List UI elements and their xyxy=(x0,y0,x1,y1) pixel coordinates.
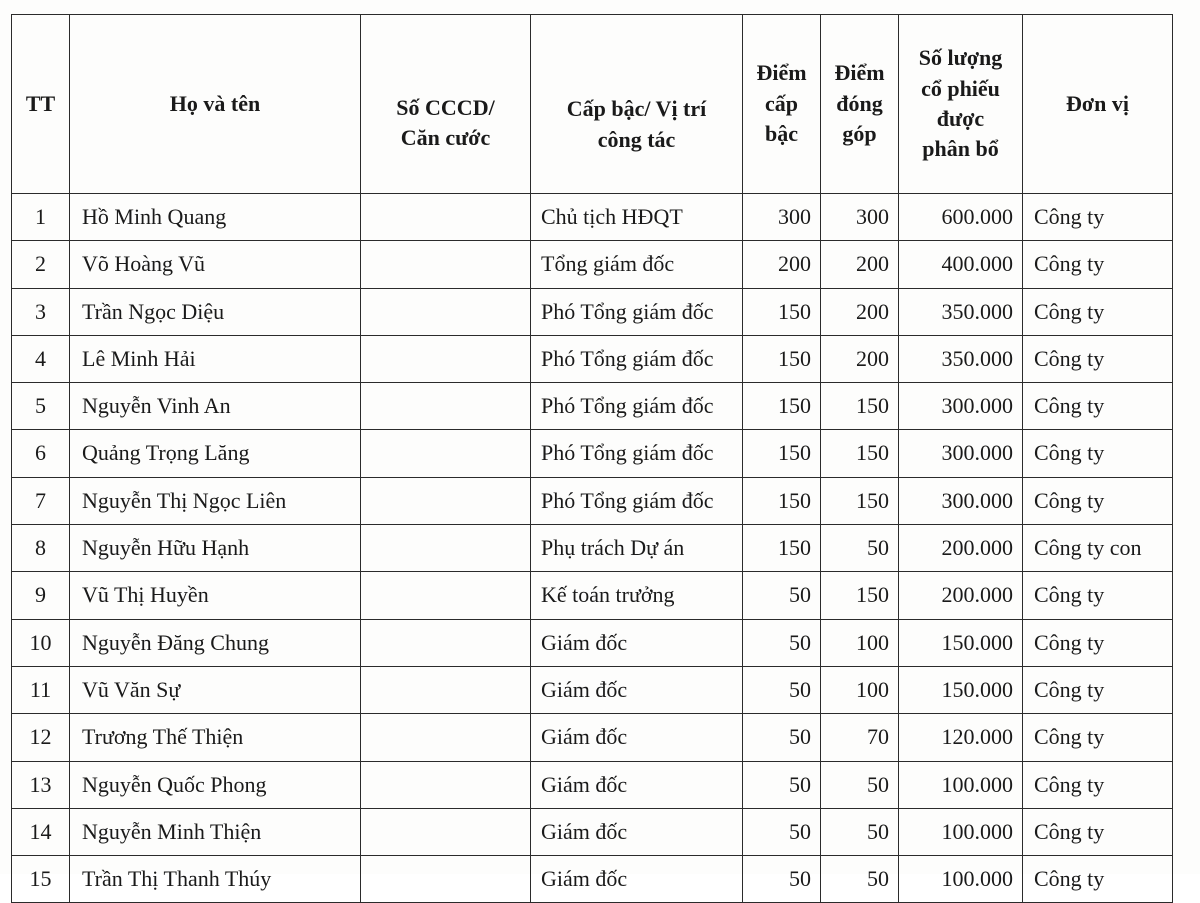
cell-allocated-shares: 300.000 xyxy=(899,383,1023,430)
cell-name: Hồ Minh Quang xyxy=(70,194,361,241)
cell-position: Giám đốc xyxy=(531,666,743,713)
cell-rank-points: 150 xyxy=(743,525,821,572)
cell-rank-points: 50 xyxy=(743,856,821,903)
cell-allocated-shares: 200.000 xyxy=(899,572,1023,619)
cell-position: Kế toán trưởng xyxy=(531,572,743,619)
header-id-number: Số CCCD/ Căn cước xyxy=(361,15,531,194)
cell-unit: Công ty xyxy=(1023,288,1173,335)
table-row xyxy=(12,288,1173,335)
cell-unit: Công ty xyxy=(1023,430,1173,477)
cell-allocated-shares: 100.000 xyxy=(899,856,1023,903)
cell-id-number xyxy=(361,666,531,713)
cell-tt: 4 xyxy=(12,335,70,382)
cell-name: Trần Ngọc Diệu xyxy=(70,288,361,335)
cell-id-number xyxy=(361,619,531,666)
table-header-row xyxy=(12,15,1173,194)
table-row xyxy=(12,714,1173,761)
cell-name: Nguyễn Quốc Phong xyxy=(70,761,361,808)
cell-position: Phó Tổng giám đốc xyxy=(531,430,743,477)
cell-rank-points: 300 xyxy=(743,194,821,241)
cell-id-number xyxy=(361,525,531,572)
cell-position: Phụ trách Dự án xyxy=(531,525,743,572)
cell-position: Phó Tổng giám đốc xyxy=(531,383,743,430)
cell-tt: 5 xyxy=(12,383,70,430)
cell-rank-points: 150 xyxy=(743,383,821,430)
cell-contribution-points: 200 xyxy=(821,335,899,382)
cell-allocated-shares: 300.000 xyxy=(899,430,1023,477)
cell-position: Giám đốc xyxy=(531,761,743,808)
cell-tt: 9 xyxy=(12,572,70,619)
cell-contribution-points: 50 xyxy=(821,525,899,572)
cell-id-number xyxy=(361,572,531,619)
header-tt: TT xyxy=(12,15,70,194)
cell-unit: Công ty con xyxy=(1023,525,1173,572)
cell-contribution-points: 50 xyxy=(821,856,899,903)
cell-unit: Công ty xyxy=(1023,477,1173,524)
cell-unit: Công ty xyxy=(1023,335,1173,382)
table-row xyxy=(12,525,1173,572)
cell-unit: Công ty xyxy=(1023,714,1173,761)
cell-name: Trương Thế Thiện xyxy=(70,714,361,761)
header-position: Cấp bậc/ Vị trí công tác xyxy=(531,15,743,194)
cell-contribution-points: 70 xyxy=(821,714,899,761)
cell-contribution-points: 300 xyxy=(821,194,899,241)
cell-id-number xyxy=(361,383,531,430)
cell-allocated-shares: 200.000 xyxy=(899,525,1023,572)
cell-rank-points: 150 xyxy=(743,477,821,524)
cell-id-number xyxy=(361,761,531,808)
cell-contribution-points: 150 xyxy=(821,477,899,524)
cell-tt: 7 xyxy=(12,477,70,524)
cell-position: Giám đốc xyxy=(531,808,743,855)
cell-name: Nguyễn Vinh An xyxy=(70,383,361,430)
cell-name: Nguyễn Thị Ngọc Liên xyxy=(70,477,361,524)
cell-unit: Công ty xyxy=(1023,761,1173,808)
cell-name: Quảng Trọng Lăng xyxy=(70,430,361,477)
cell-tt: 6 xyxy=(12,430,70,477)
header-unit: Đơn vị xyxy=(1023,15,1173,194)
cell-tt: 3 xyxy=(12,288,70,335)
table-row xyxy=(12,194,1173,241)
cell-position: Tổng giám đốc xyxy=(531,241,743,288)
cell-name: Lê Minh Hải xyxy=(70,335,361,382)
cell-id-number xyxy=(361,288,531,335)
cell-contribution-points: 50 xyxy=(821,761,899,808)
cell-position: Phó Tổng giám đốc xyxy=(531,477,743,524)
cell-id-number xyxy=(361,194,531,241)
cell-contribution-points: 150 xyxy=(821,430,899,477)
cell-id-number xyxy=(361,856,531,903)
cell-rank-points: 50 xyxy=(743,666,821,713)
table-row xyxy=(12,666,1173,713)
cell-rank-points: 50 xyxy=(743,808,821,855)
cell-allocated-shares: 300.000 xyxy=(899,477,1023,524)
cell-allocated-shares: 350.000 xyxy=(899,288,1023,335)
cell-rank-points: 150 xyxy=(743,430,821,477)
cell-position: Chủ tịch HĐQT xyxy=(531,194,743,241)
cell-unit: Công ty xyxy=(1023,194,1173,241)
cell-allocated-shares: 120.000 xyxy=(899,714,1023,761)
cell-name: Vũ Thị Huyền xyxy=(70,572,361,619)
cell-rank-points: 150 xyxy=(743,335,821,382)
cell-rank-points: 150 xyxy=(743,288,821,335)
header-rank-points: Điểm cấp bậc xyxy=(743,15,821,194)
table-row xyxy=(12,335,1173,382)
header-allocated-shares: Số lượng cổ phiếu được phân bổ xyxy=(899,15,1023,194)
cell-position: Giám đốc xyxy=(531,619,743,666)
cell-tt: 14 xyxy=(12,808,70,855)
cell-id-number xyxy=(361,241,531,288)
cell-id-number xyxy=(361,477,531,524)
cell-name: Trần Thị Thanh Thúy xyxy=(70,856,361,903)
cell-rank-points: 200 xyxy=(743,241,821,288)
cell-contribution-points: 150 xyxy=(821,572,899,619)
cell-tt: 13 xyxy=(12,761,70,808)
cell-name: Nguyễn Hữu Hạnh xyxy=(70,525,361,572)
cell-position: Phó Tổng giám đốc xyxy=(531,335,743,382)
cell-tt: 8 xyxy=(12,525,70,572)
cell-id-number xyxy=(361,808,531,855)
cell-position: Phó Tổng giám đốc xyxy=(531,288,743,335)
table-row xyxy=(12,430,1173,477)
cell-allocated-shares: 150.000 xyxy=(899,666,1023,713)
table-row xyxy=(12,761,1173,808)
cell-contribution-points: 200 xyxy=(821,288,899,335)
cell-rank-points: 50 xyxy=(743,714,821,761)
cell-contribution-points: 50 xyxy=(821,808,899,855)
cell-id-number xyxy=(361,430,531,477)
table-row xyxy=(12,856,1173,903)
cell-name: Võ Hoàng Vũ xyxy=(70,241,361,288)
cell-allocated-shares: 100.000 xyxy=(899,808,1023,855)
cell-contribution-points: 150 xyxy=(821,383,899,430)
cell-contribution-points: 200 xyxy=(821,241,899,288)
cell-allocated-shares: 100.000 xyxy=(899,761,1023,808)
share-allocation-table xyxy=(11,14,1173,903)
cell-name: Nguyễn Minh Thiện xyxy=(70,808,361,855)
cell-tt: 2 xyxy=(12,241,70,288)
cell-name: Vũ Văn Sự xyxy=(70,666,361,713)
cell-unit: Công ty xyxy=(1023,666,1173,713)
cell-unit: Công ty xyxy=(1023,808,1173,855)
table-row xyxy=(12,383,1173,430)
table-body xyxy=(12,194,1173,903)
cell-tt: 10 xyxy=(12,619,70,666)
cell-id-number xyxy=(361,714,531,761)
header-contribution-points: Điểm đóng góp xyxy=(821,15,899,194)
cell-rank-points: 50 xyxy=(743,572,821,619)
cell-tt: 15 xyxy=(12,856,70,903)
cell-unit: Công ty xyxy=(1023,241,1173,288)
cell-allocated-shares: 600.000 xyxy=(899,194,1023,241)
table-row xyxy=(12,241,1173,288)
cell-rank-points: 50 xyxy=(743,619,821,666)
table-row xyxy=(12,477,1173,524)
table-row xyxy=(12,572,1173,619)
cell-contribution-points: 100 xyxy=(821,619,899,666)
cell-allocated-shares: 400.000 xyxy=(899,241,1023,288)
header-name: Họ và tên xyxy=(70,15,361,194)
cell-position: Giám đốc xyxy=(531,856,743,903)
cell-rank-points: 50 xyxy=(743,761,821,808)
cell-position: Giám đốc xyxy=(531,714,743,761)
cell-id-number xyxy=(361,335,531,382)
cell-unit: Công ty xyxy=(1023,383,1173,430)
cell-unit: Công ty xyxy=(1023,572,1173,619)
cell-name: Nguyễn Đăng Chung xyxy=(70,619,361,666)
cell-contribution-points: 100 xyxy=(821,666,899,713)
cell-tt: 11 xyxy=(12,666,70,713)
cell-allocated-shares: 150.000 xyxy=(899,619,1023,666)
table-row xyxy=(12,808,1173,855)
cell-unit: Công ty xyxy=(1023,619,1173,666)
cell-allocated-shares: 350.000 xyxy=(899,335,1023,382)
cell-tt: 12 xyxy=(12,714,70,761)
cell-unit: Công ty xyxy=(1023,856,1173,903)
cell-tt: 1 xyxy=(12,194,70,241)
table-row xyxy=(12,619,1173,666)
